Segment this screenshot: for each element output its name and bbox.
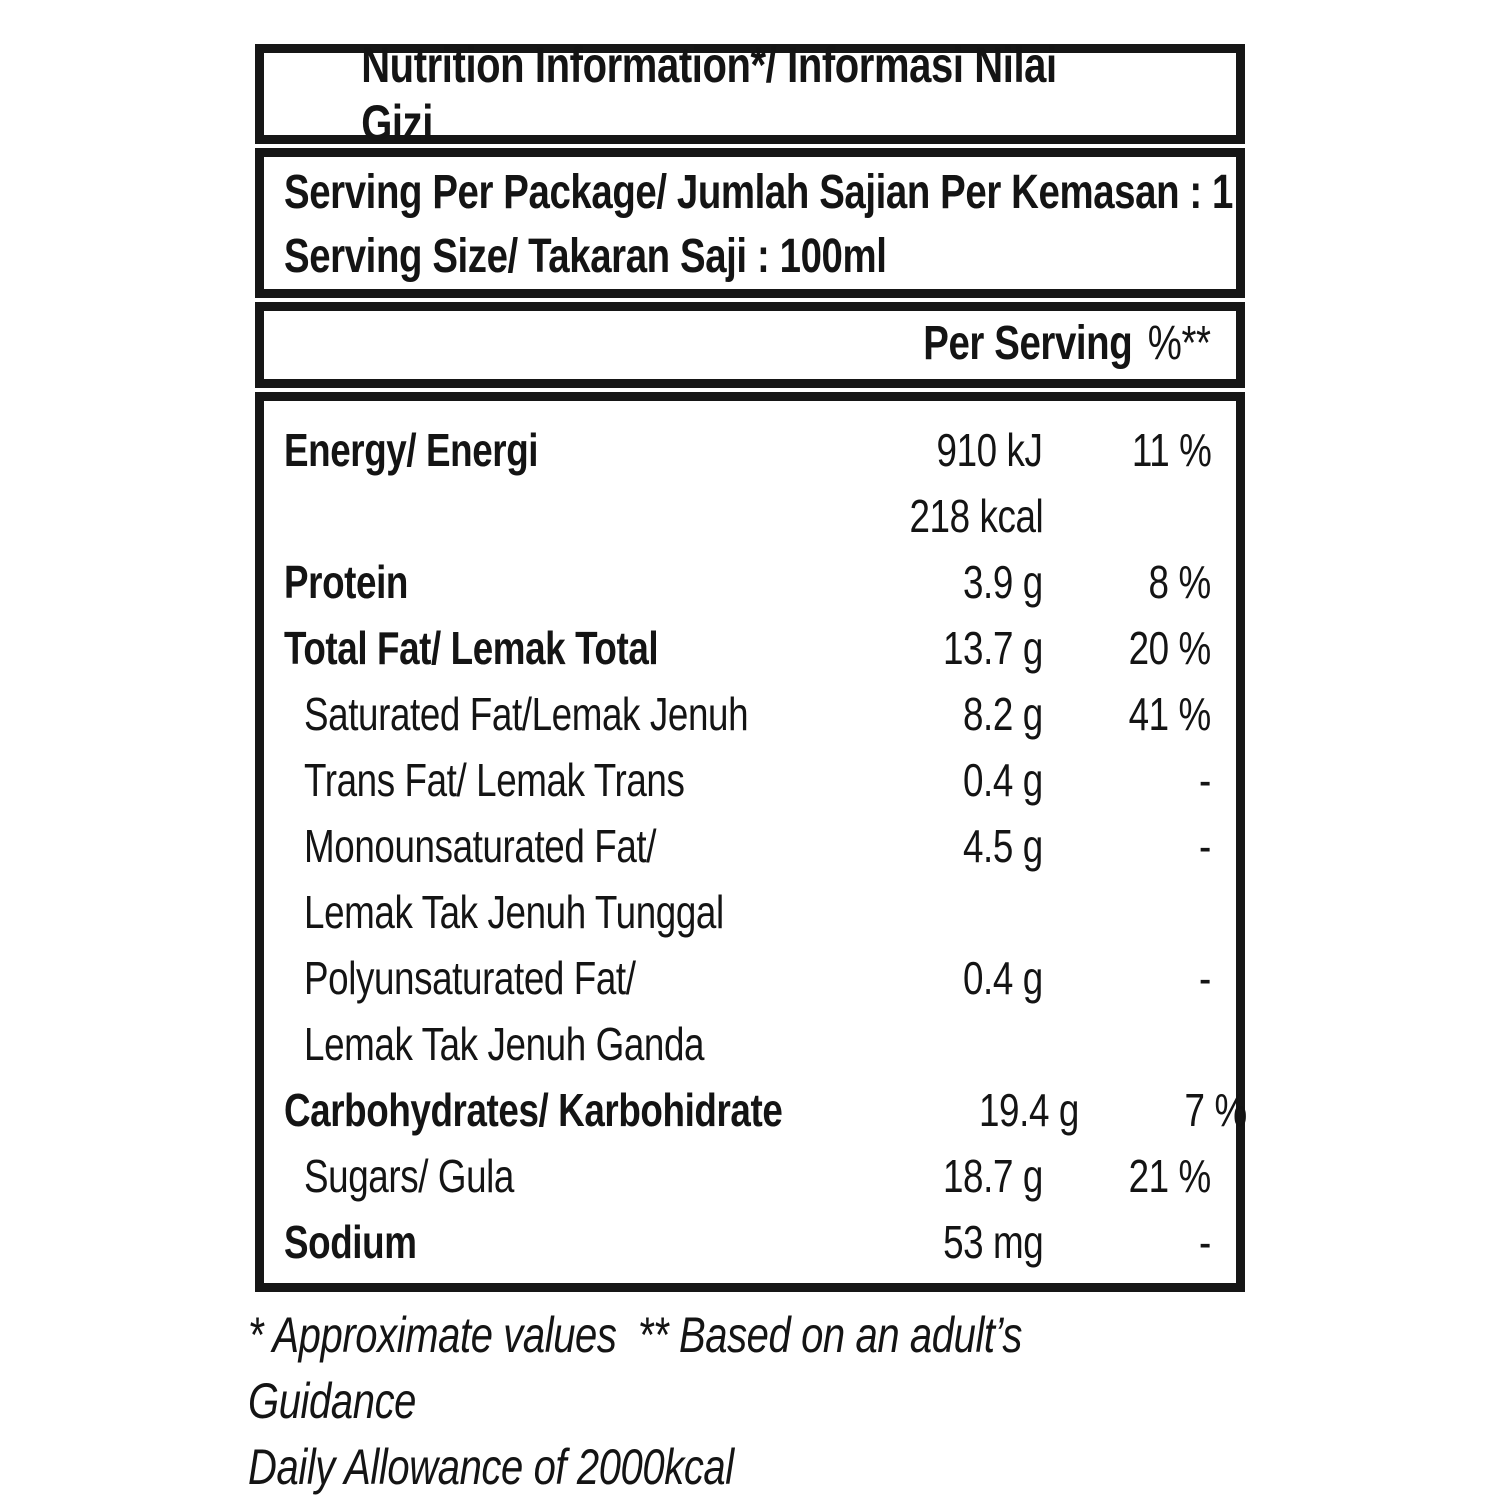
row-name: Energy/ Energi — [284, 424, 539, 476]
row-value: 13.7 g — [943, 622, 1043, 674]
footnote-line-1: * Approximate values ** Based on an adult’s Guidance — [248, 1307, 1033, 1429]
row-percent: 11 % — [1131, 424, 1211, 476]
row-percent: 7 % — [1184, 1084, 1247, 1136]
row-percent: - — [1199, 952, 1211, 1004]
row-percent: - — [1199, 820, 1211, 872]
table-row-saturated-fat — [264, 681, 1236, 747]
table-row-total-fat — [264, 615, 1236, 681]
row-name: Sugars/ Gula — [304, 1150, 514, 1202]
table-row-polyunsaturated-fat — [264, 945, 1236, 1011]
row-value: 4.5 g — [963, 820, 1043, 872]
serving-per-package: Serving Per Package/ Jumlah Sajian Per Kemasan : 1 — [284, 166, 1233, 219]
table-row-trans-fat — [264, 747, 1236, 813]
row-percent: - — [1199, 754, 1211, 806]
row-value: 0.4 g — [963, 952, 1043, 1004]
row-value: 218 kcal — [909, 490, 1043, 542]
row-name: Sodium — [284, 1216, 417, 1268]
row-name: Protein — [284, 556, 408, 608]
table-row-sodium — [264, 1209, 1236, 1275]
row-name: Lemak Tak Jenuh Tunggal — [304, 886, 724, 938]
serving-size: Serving Size/ Takaran Saji : 100ml — [284, 230, 887, 283]
row-percent: 8 % — [1148, 556, 1211, 608]
footnote-line-2: Daily Allowance of 2000kcal — [248, 1439, 734, 1495]
footnote — [248, 1302, 1263, 1500]
row-value: 18.7 g — [943, 1150, 1043, 1202]
row-value: 19.4 g — [979, 1084, 1079, 1136]
row-value: 3.9 g — [963, 556, 1043, 608]
row-value: 910 kJ — [936, 424, 1043, 476]
row-percent: 21 % — [1128, 1150, 1211, 1202]
table-row-polyunsaturated-fat-id — [264, 1011, 1236, 1077]
table-row-sugars — [264, 1143, 1236, 1209]
table-row-monounsaturated-fat-id — [264, 879, 1236, 945]
column-header-section — [255, 302, 1245, 388]
column-per-serving: Per Serving — [923, 317, 1133, 370]
row-percent: - — [1199, 1216, 1211, 1268]
row-percent: 20 % — [1128, 622, 1211, 674]
row-name: Saturated Fat/Lemak Jenuh — [304, 688, 749, 740]
row-name: Carbohydrates/ Karbohidrate — [284, 1084, 783, 1136]
row-name: Lemak Tak Jenuh Ganda — [304, 1018, 705, 1070]
row-name: Monounsaturated Fat/ — [304, 820, 657, 872]
row-name: Total Fat/ Lemak Total — [284, 622, 659, 674]
row-name: Trans Fat/ Lemak Trans — [304, 754, 685, 806]
table-row-energy — [264, 417, 1236, 483]
column-percent: %** — [1148, 317, 1211, 370]
title-section — [255, 37, 1245, 151]
nutrient-table-section — [255, 392, 1245, 1292]
column-header-row — [264, 311, 1236, 377]
row-value: 8.2 g — [963, 688, 1043, 740]
row-value: 53 mg — [942, 1216, 1043, 1268]
row-value: 0.4 g — [963, 754, 1043, 806]
serving-section — [255, 148, 1245, 298]
table-row-protein — [264, 549, 1236, 615]
label-title: Nutrition Information*/ Informasi Nilai Gizi — [361, 37, 1057, 151]
table-row-energy-kcal — [264, 483, 1236, 549]
row-name: Polyunsaturated Fat/ — [304, 952, 636, 1004]
row-percent: 41 % — [1128, 688, 1211, 740]
table-row-carbohydrates — [264, 1077, 1247, 1143]
table-row-monounsaturated-fat — [264, 813, 1236, 879]
nutrition-label — [255, 37, 1247, 1296]
